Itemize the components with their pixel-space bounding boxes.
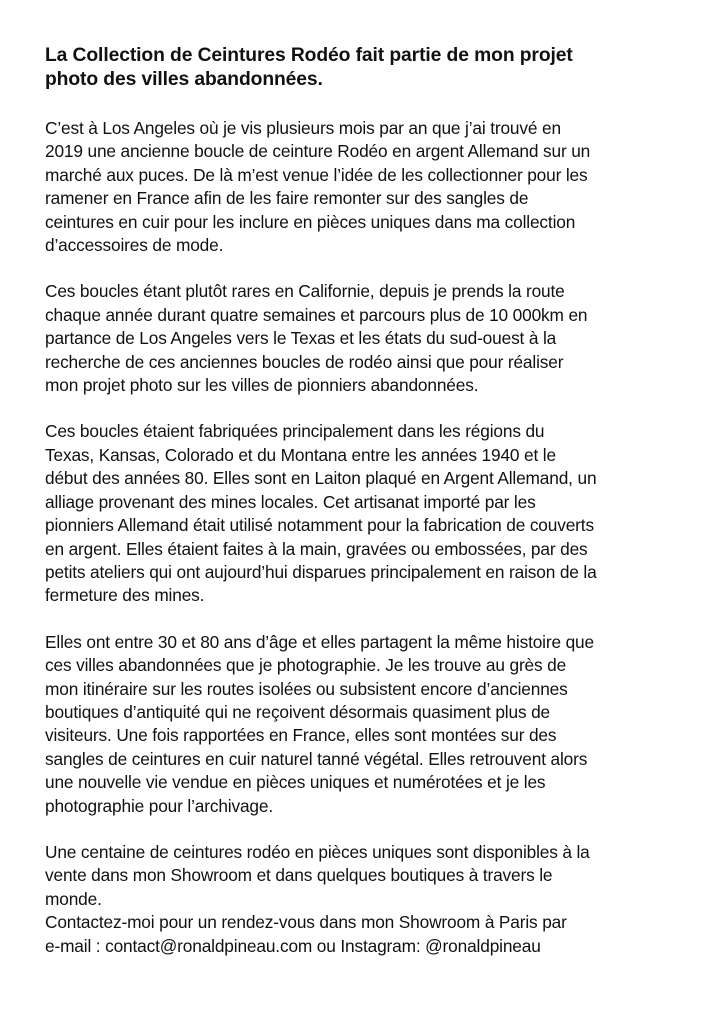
text-line: ces villes abandonnées que je photographie. Je les trouve au grès de [45,655,567,676]
text-line: vente dans mon Showroom et dans quelques boutiques à travers le [45,865,553,886]
text-line: photographie pour l’archivage. [45,795,273,816]
document-title [45,44,690,92]
text-line: début des années 80. Elles sont en Laiton plaqué en Argent Allemand, un [45,468,597,489]
paragraph-spacer [45,257,690,280]
paragraph-contact [45,841,690,958]
text-line: en argent. Elles étaient faites à la main, gravées ou embossées, par des [45,538,588,559]
text-line: pionniers Allemand était utilisé notamment pour la fabrication de couverts [45,515,594,536]
title-line: La Collection de Ceintures Rodéo fait partie de mon projet [45,45,573,66]
paragraph-spacer [45,397,690,420]
text-line: ramener en France afin de les faire remonter sur des sangles de [45,188,529,209]
text-line: C’est à Los Angeles où je vis plusieurs mois par an que j’ai trouvé en [45,118,561,138]
text-line: 2019 une ancienne boucle de ceinture Rodéo en argent Allemand sur un [45,141,591,162]
text-line: alliage provenant des mines locales. Cet artisanat importé par les [45,491,536,512]
text-line: partance de Los Angeles vers le Texas et les états du sud-ouest à la [45,328,557,349]
paragraph-history [45,420,690,607]
text-line: marché aux puces. De là m’est venue l’idée de les collectionner pour les [45,164,588,185]
text-line: Contactez-moi pour un rendez-vous dans mon Showroom à Paris par [45,912,567,933]
text-line: ceintures en cuir pour les inclure en pièces uniques dans ma collection [45,211,576,232]
text-line: mon projet photo sur les villes de pionniers abandonnées. [45,375,479,396]
text-line: fermeture des mines. [45,585,205,606]
contact-line: e-mail : contact@ronaldpineau.com ou Instagram: @ronaldpineau [45,935,541,956]
text-line: petits ateliers qui ont aujourd’hui disparues principalement en raison de la [45,561,597,582]
text-line: Texas, Kansas, Colorado et du Montana entre les années 1940 et le [45,444,556,465]
text-line: visiteurs. Une fois rapportées en France, elles sont montées sur des [45,725,557,746]
text-line: mon itinéraire sur les routes isolées ou subsistent encore d’anciennes [45,678,568,699]
text-line: boutiques d’antiquité qui ne reçoivent désormais quasiment plus de [45,701,551,722]
text-line: Elles ont entre 30 et 80 ans d’âge et elles partagent la même histoire que [45,631,594,652]
paragraph-los-angeles [45,117,690,257]
text-line: recherche de ces anciennes boucles de rodéo ainsi que pour réaliser [45,351,564,372]
paragraph-age [45,631,690,818]
document-page [45,44,690,958]
paragraph-spacer [45,818,690,841]
text-line: Une centaine de ceintures rodéo en pièces uniques sont disponibles à la [45,841,590,862]
paragraph-road-trip [45,280,690,397]
text-line: Ces boucles étant plutôt rares en Californie, depuis je prends la route [45,281,565,302]
text-line: sangles de ceintures en cuir naturel tanné végétal. Elles retrouvent alors [45,748,588,769]
text-line: chaque année durant quatre semaines et parcours plus de 10 000km en [45,304,588,325]
text-line: d’accessoires de mode. [45,235,224,256]
title-line: photo des villes abandonnées. [45,69,323,90]
paragraph-spacer [45,608,690,631]
text-line: Ces boucles étaient fabriquées principalement dans les régions du [45,421,545,442]
text-line: une nouvelle vie vendue en pièces uniques et numérotées et je les [45,772,546,793]
text-line: monde. [45,888,102,909]
